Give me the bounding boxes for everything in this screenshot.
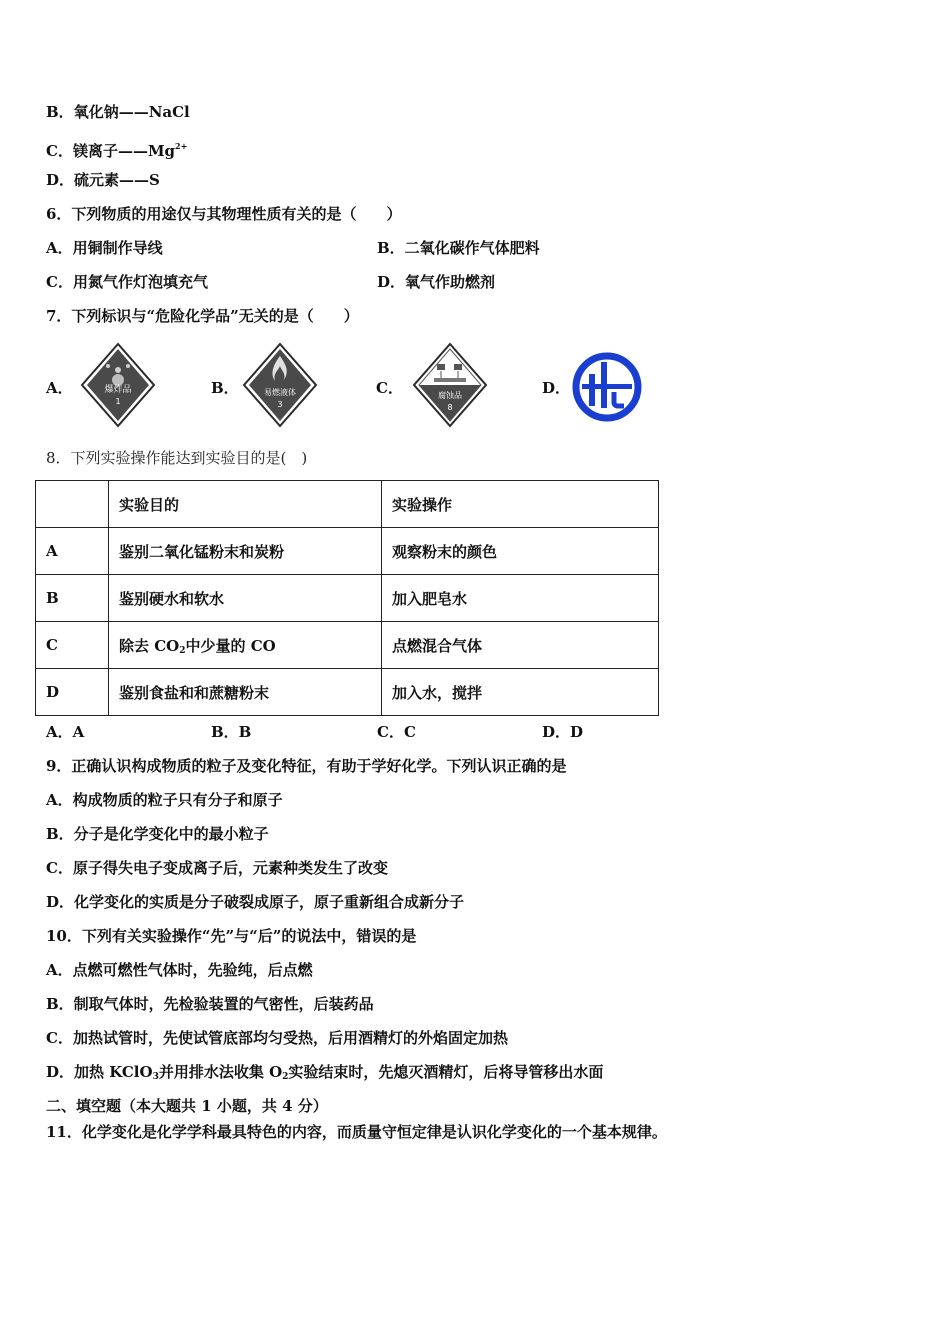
row-operation: 加入肥皂水	[382, 575, 659, 622]
q9-option-c: C．原子得失电子变成离子后，元素种类发生了改变	[46, 859, 388, 877]
section-heading: 二、填空题（本大题共 1 小题，共 4 分）	[46, 1097, 328, 1115]
row-operation: 观察粉末的颜色	[382, 528, 659, 575]
q7-label-a: A．	[46, 379, 73, 397]
q6-option-a: A．用铜制作导线	[46, 239, 163, 257]
flammable-sign-text: 易燃液体	[264, 388, 296, 397]
flammable-liquid-sign-icon	[240, 340, 320, 430]
row-purpose: 鉴别食盐和和蔗糖粉末	[109, 669, 382, 716]
q9-option-b: B．分子是化学变化中的最小粒子	[46, 825, 269, 843]
table-row	[36, 622, 659, 669]
row-purpose: 除去 $CO_2$中少量的 CO	[109, 622, 382, 669]
row-key: D	[36, 669, 109, 716]
explosive-sign-icon	[78, 340, 158, 430]
table-header-cell: 实验操作	[382, 481, 659, 528]
q10-option-c: C．加热试管时，先使试管底部均匀受热，后用酒精灯的外焰固定加热	[46, 1029, 508, 1047]
q11-stem: 11．化学变化是化学学科最具特色的内容，而质量守恒定律是认识化学变化的一个基本规律。	[46, 1123, 667, 1141]
table-header-cell: 实验目的	[109, 481, 382, 528]
q8-answer-d: D．D	[542, 723, 584, 741]
table-row	[36, 669, 659, 716]
q8-answer-a: A．A	[46, 723, 85, 741]
row-key: B	[36, 575, 109, 622]
q5-option-d: D．硫元素——S	[46, 171, 160, 189]
q9-option-a: A．构成物质的粒子只有分子和原子	[46, 791, 283, 809]
q6-option-d: D．氧气作助燃剂	[377, 273, 496, 291]
corrosive-sign-class: 8	[447, 403, 453, 412]
q10-option-d: D．加热 KClO$_3$并用排水法收集 $O_2$实验结束时，先熄灭酒精灯，后将导管移出水面	[46, 1063, 604, 1082]
row-operation: 点燃混合气体	[382, 622, 659, 669]
q7-stem: 7．下列标识与“危险化学品”无关的是（ ）	[46, 307, 359, 325]
q8-answer-b: B．B	[211, 723, 252, 741]
q10-stem: 10．下列有关实验操作“先”与“后”的说法中，错误的是	[46, 927, 417, 945]
q6-stem: 6．下列物质的用途仅与其物理性质有关的是（ ）	[46, 205, 402, 223]
row-purpose: 鉴别二氧化锰粉末和炭粉	[109, 528, 382, 575]
corrosive-sign-text: 腐蚀品	[438, 391, 462, 400]
q8-answer-c: C．C	[377, 723, 416, 741]
q5-option-c: C．镁离子$——Mg^{2+}$	[46, 141, 188, 160]
q6-option-c: C．用氮气作灯泡填充气	[46, 273, 208, 291]
table-header-row	[36, 481, 659, 528]
table-row	[36, 575, 659, 622]
table-row	[36, 528, 659, 575]
q9-option-d: D．化学变化的实质是分子破裂成原子，原子重新组合成新分子	[46, 893, 465, 911]
q5-option-b: B．氧化钠——NaCl	[46, 103, 190, 121]
q7-signs	[46, 340, 666, 432]
explosive-sign-text: 爆炸品	[104, 385, 132, 395]
table-header-cell	[36, 481, 109, 528]
q10-option-b: B．制取气体时，先检验装置的气密性，后装药品	[46, 995, 374, 1013]
row-purpose: 鉴别硬水和软水	[109, 575, 382, 622]
row-key: C	[36, 622, 109, 669]
water-saving-sign-icon	[572, 352, 642, 422]
q9-stem: 9．正确认识构成物质的粒子及变化特征，有助于学好化学。下列认识正确的是	[46, 757, 567, 775]
q7-label-b: B．	[211, 379, 239, 397]
flammable-sign-class: 3	[277, 400, 283, 409]
row-key: A	[36, 528, 109, 575]
q6-option-b: B．二氧化碳作气体肥料	[377, 239, 540, 257]
corrosive-sign-icon	[410, 340, 490, 430]
experiment-table	[35, 480, 659, 716]
q8-stem: 8．下列实验操作能达到实验目的是( )	[46, 449, 308, 467]
q10-option-a: A．点燃可燃性气体时，先验纯，后点燃	[46, 961, 313, 979]
q7-label-c: C．	[376, 379, 403, 397]
q7-label-d: D．	[542, 379, 571, 397]
explosive-sign-class: 1	[115, 397, 121, 406]
row-operation: 加入水，搅拌	[382, 669, 659, 716]
